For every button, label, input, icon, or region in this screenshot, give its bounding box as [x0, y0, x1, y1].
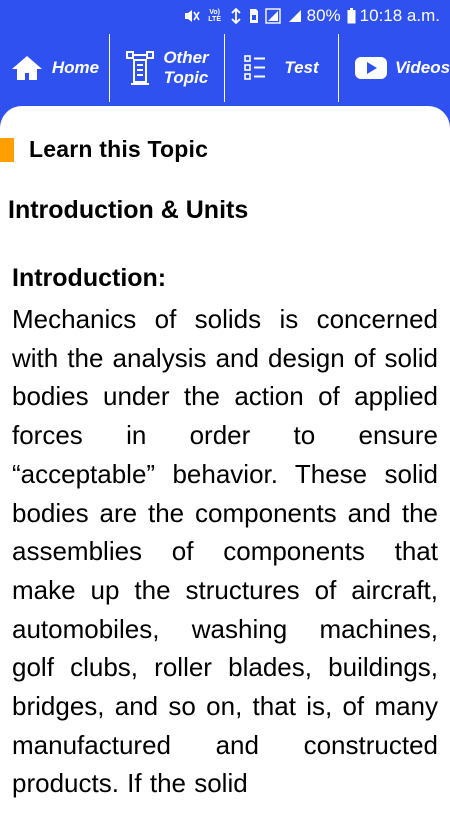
wifi-icon: [229, 8, 243, 24]
nav-other-topic-button[interactable]: [110, 32, 224, 104]
checklist-icon: [244, 54, 266, 82]
top-navigation: [0, 32, 450, 104]
youtube-play-icon: [355, 56, 387, 80]
sim-icon: [249, 8, 259, 24]
nav-videos-button[interactable]: [339, 32, 450, 104]
topic-title: Introduction & Units: [8, 196, 249, 224]
network-type-label: Vo) LTE: [208, 9, 221, 23]
body-heading: Introduction:: [12, 264, 167, 292]
signal-icon-2: [287, 8, 303, 24]
nav-other-topic-label: [163, 48, 208, 88]
section-header: [0, 136, 208, 163]
mute-icon: [183, 8, 201, 24]
nav-test-button[interactable]: [225, 32, 338, 104]
nav-other-topic-label-line2: Topic: [163, 68, 209, 87]
volte-icon: [207, 9, 223, 23]
nav-home-label: Home: [51, 58, 100, 77]
battery-icon: [347, 8, 356, 24]
status-bar: [0, 0, 450, 32]
home-icon: [10, 54, 44, 82]
section-title: Learn this Topic: [29, 136, 209, 162]
clock: 10:18 a.m.: [359, 6, 440, 25]
topic-list-icon: [125, 50, 155, 86]
body-text: Mechanics of solids is concerned with the analysis and design of solid bodies under the action of applied forces in order to ensure “acceptable” behavior. These solid bodies are the components and the assemblies of components that make up the structures of aircraft, automobiles, washing machines, golf clubs, roller blades, buildings, bridges, and so on, that is, of many manufactured and constructed products. If the solid: [12, 304, 438, 799]
nav-test-label: Test: [284, 58, 319, 77]
content-panel: [0, 106, 450, 826]
signal-icon-1: [265, 8, 281, 24]
nav-other-topic-label-line1: Other: [163, 48, 209, 67]
nav-home-button[interactable]: [0, 32, 109, 104]
section-accent-bar: [0, 138, 14, 162]
nav-videos-label: Videos: [394, 58, 450, 77]
battery-percent: 80%: [306, 6, 341, 25]
